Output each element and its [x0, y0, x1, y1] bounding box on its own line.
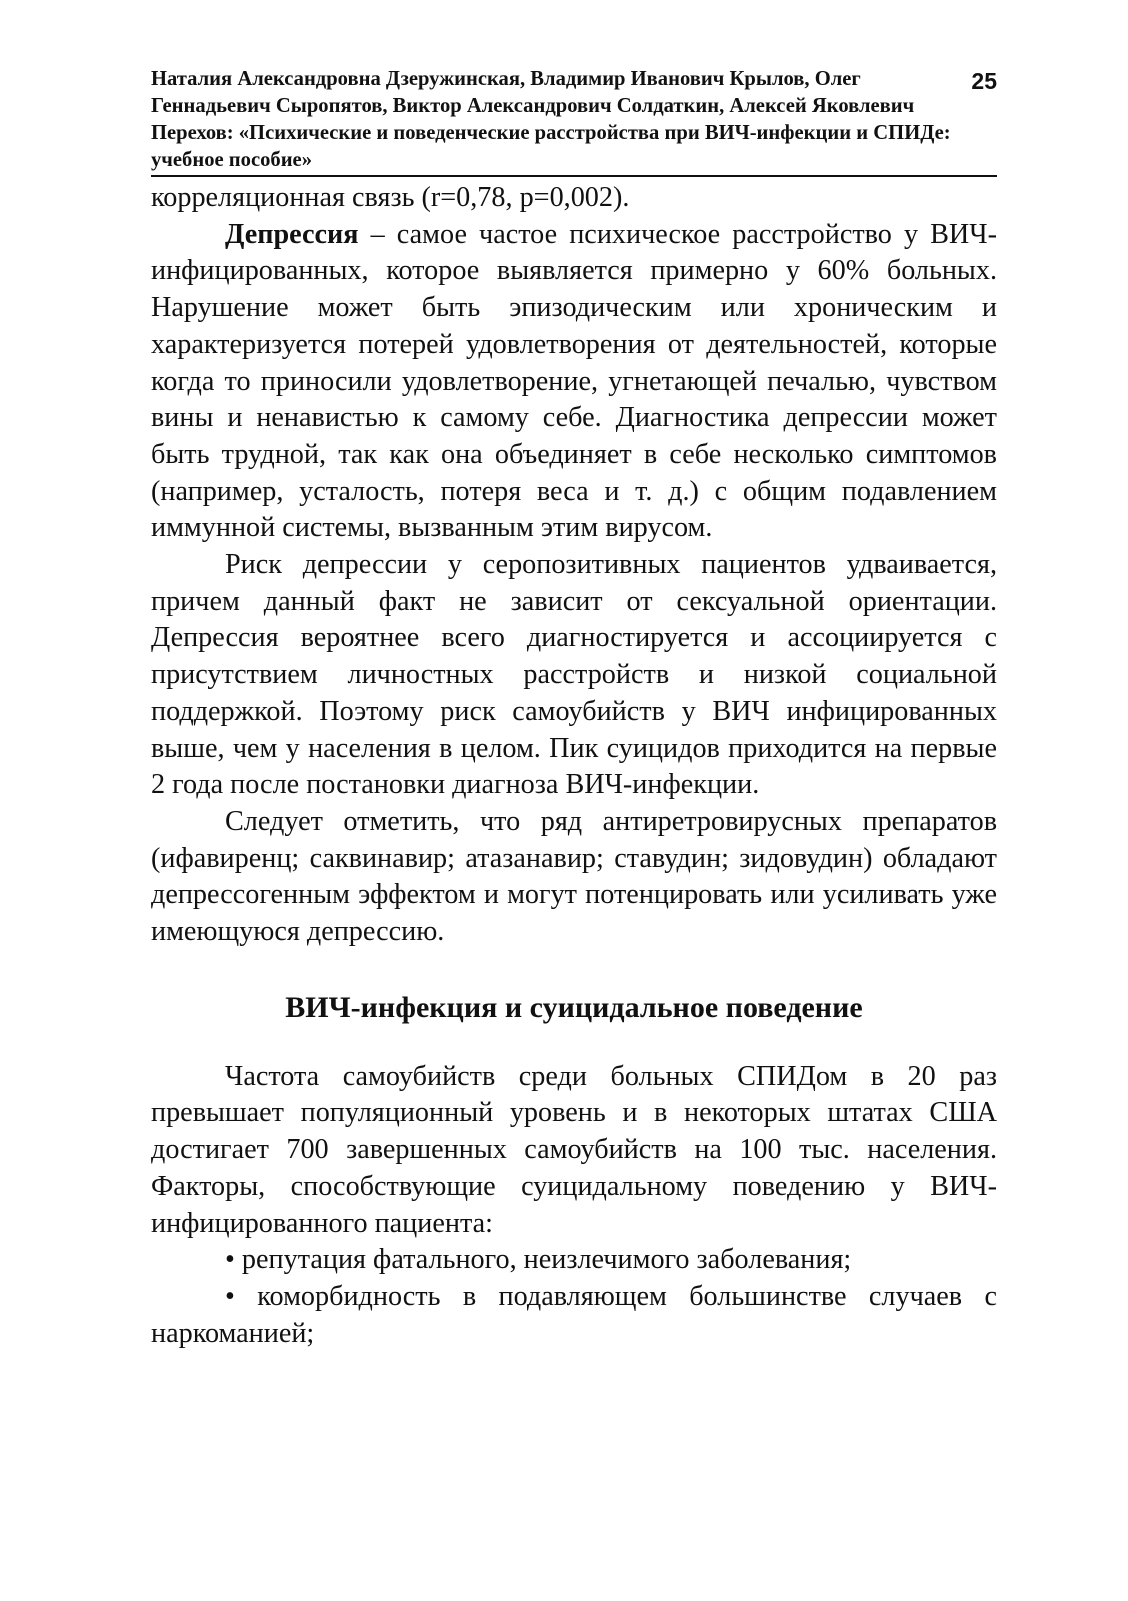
- paragraph-depression-text: – самое частое психическое расстройство у ВИЧ-инфицированных, которое выявляется примерно у 60% больных. Нарушение может быть эпизодическим или хроническим и характеризуется потерей удовлетворения от деятельностей, которые когда то приносили удовлетворение, угнетающей печалью, чувством вины и ненавистью к самому себе. Диагностика депрессии может быть трудной, так как она объединяет в себе несколько симптомов (например, усталость, потеря веса и т. д.) с общим подавлением иммунной системы, вызванным этим вирусом.: [151, 218, 997, 544]
- section-title: ВИЧ-инфекция и суицидальное поведение: [285, 990, 863, 1024]
- list-item: • репутация фатального, неизлечимого заболевания;: [225, 1244, 852, 1276]
- paragraph-suicide-frequency: Частота самоубийств среди больных СПИДом в 20 раз превышает популяционный уровень и в некоторых штатах США достигает 700 завершенных самоубийств на 100 тыс. населения. Факторы, способствующие суицидальному поведению у ВИЧ-инфицированного пациента:: [151, 1060, 997, 1239]
- document-page: [151, 66, 997, 1352]
- list-item: • коморбидность в подавляющем большинстве случаев с наркоманией;: [151, 1280, 997, 1349]
- page-number: 25: [971, 68, 997, 94]
- paragraph-antiretroviral: Следует отметить, что ряд антиретровирусных препаратов (ифавиренц; саквинавир; атазанавир; ставудин; зидовудин) обладают депрессогенным эффектом и могут потенцировать или усиливать уже имеющуюся депрессию.: [151, 805, 997, 948]
- paragraph-continuation: корреляционная связь (r=0,78, p=0,002).: [151, 182, 630, 213]
- paragraph-depression: [151, 217, 997, 547]
- term-depression: Депрессия: [225, 218, 359, 250]
- paragraph-depression-risk: Риск депрессии у серопозитивных пациентов удваивается, причем данный факт не зависит от сексуальной ориентации. Депрессия вероятнее всего диагностируется и ассоциируется с присутствием личностных расстройств и низкой социальной поддержкой. Поэтому риск самоубийств у ВИЧ инфицированных выше, чем у населения в целом. Пик суицидов приходится на первые 2 года после постановки диагноза ВИЧ-инфекции.: [151, 549, 997, 801]
- running-header: [151, 66, 997, 177]
- document-body: [151, 180, 997, 1352]
- running-title: Наталия Александровна Дзеружинская, Владимир Иванович Крылов, Олег Геннадьевич Сыропятов, Виктор Александрович Солдаткин, Алексей Яковлевич Перехов: «Психические и поведенческие расстройства при ВИЧ-инфекции и СПИДе: учебное пособие»: [151, 68, 951, 171]
